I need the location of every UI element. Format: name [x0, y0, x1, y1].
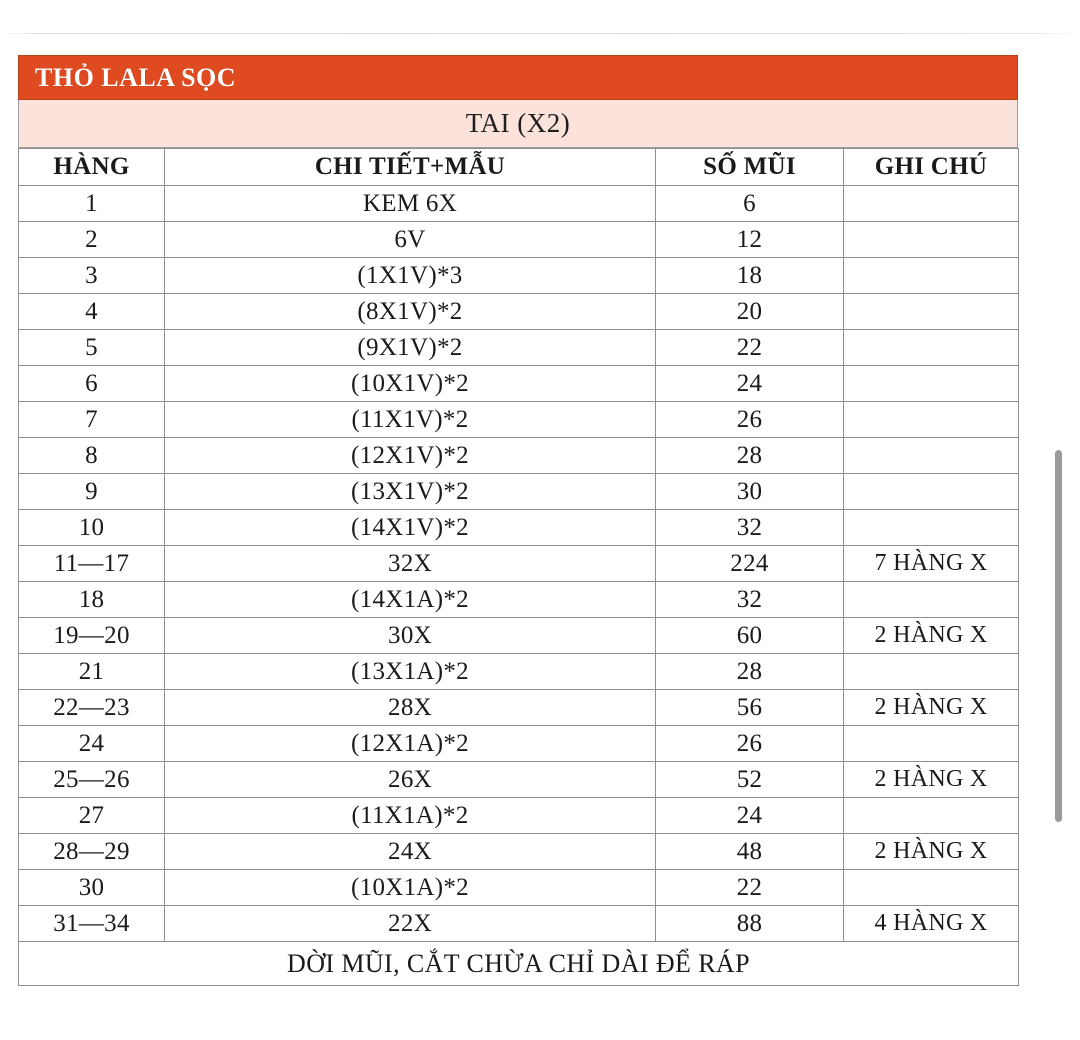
cell-chitiet: (14X1V)*2: [165, 510, 656, 546]
cell-hang: 22—23: [19, 690, 165, 726]
page-top-divider: [0, 33, 1080, 34]
table-row: [19, 366, 1019, 402]
table-row: [19, 762, 1019, 798]
cell-so-mui: 30: [656, 474, 844, 510]
cell-chitiet: (14X1A)*2: [165, 582, 656, 618]
cell-hang: 6: [19, 366, 165, 402]
table-row: [19, 258, 1019, 294]
cell-ghi-chu: [844, 726, 1019, 762]
cell-chitiet: (12X1A)*2: [165, 726, 656, 762]
table-row: [19, 690, 1019, 726]
cell-chitiet: (13X1A)*2: [165, 654, 656, 690]
cell-chitiet: KEM 6X: [165, 186, 656, 222]
sheet-section-band: [18, 100, 1018, 148]
cell-hang: 27: [19, 798, 165, 834]
cell-ghi-chu: [844, 798, 1019, 834]
cell-hang: 10: [19, 510, 165, 546]
table-row: [19, 870, 1019, 906]
cell-ghi-chu: [844, 510, 1019, 546]
cell-hang: 2: [19, 222, 165, 258]
cell-chitiet: 30X: [165, 618, 656, 654]
cell-ghi-chu: [844, 438, 1019, 474]
cell-so-mui: 48: [656, 834, 844, 870]
cell-ghi-chu: 2 HÀNG X: [844, 618, 1019, 654]
cell-so-mui: 24: [656, 798, 844, 834]
cell-hang: 18: [19, 582, 165, 618]
cell-so-mui: 20: [656, 294, 844, 330]
cell-ghi-chu: [844, 330, 1019, 366]
table-row: [19, 546, 1019, 582]
table-row: [19, 654, 1019, 690]
cell-hang: 9: [19, 474, 165, 510]
cell-hang: 8: [19, 438, 165, 474]
cell-so-mui: 26: [656, 726, 844, 762]
pattern-sheet: [18, 55, 1018, 986]
cell-so-mui: 26: [656, 402, 844, 438]
cell-hang: 1: [19, 186, 165, 222]
cell-chitiet: (13X1V)*2: [165, 474, 656, 510]
table-header: [19, 149, 1019, 186]
cell-hang: 30: [19, 870, 165, 906]
table-row: [19, 402, 1019, 438]
vertical-scrollbar-thumb[interactable]: [1055, 450, 1062, 822]
column-header-chitiet-mau: CHI TIẾT+MẪU: [165, 149, 656, 186]
cell-ghi-chu: 2 HÀNG X: [844, 762, 1019, 798]
footer-note: DỜI MŨI, CẮT CHỪA CHỈ DÀI ĐỂ RÁP: [19, 942, 1019, 986]
table-body: [19, 186, 1019, 942]
cell-hang: 25—26: [19, 762, 165, 798]
cell-ghi-chu: 4 HÀNG X: [844, 906, 1019, 942]
table-row: [19, 798, 1019, 834]
column-header-ghi-chu: GHI CHÚ: [844, 149, 1019, 186]
cell-ghi-chu: 2 HÀNG X: [844, 690, 1019, 726]
cell-chitiet: (12X1V)*2: [165, 438, 656, 474]
cell-chitiet: 32X: [165, 546, 656, 582]
cell-so-mui: 22: [656, 330, 844, 366]
table-row: [19, 834, 1019, 870]
sheet-title: THỎ LALA SỌC: [35, 62, 237, 92]
cell-hang: 24: [19, 726, 165, 762]
cell-so-mui: 224: [656, 546, 844, 582]
table-row: [19, 186, 1019, 222]
cell-so-mui: 52: [656, 762, 844, 798]
cell-ghi-chu: 7 HÀNG X: [844, 546, 1019, 582]
table-row: [19, 618, 1019, 654]
cell-ghi-chu: [844, 294, 1019, 330]
cell-so-mui: 56: [656, 690, 844, 726]
cell-ghi-chu: [844, 582, 1019, 618]
cell-so-mui: 12: [656, 222, 844, 258]
cell-ghi-chu: [844, 654, 1019, 690]
cell-hang: 19—20: [19, 618, 165, 654]
column-header-hang: HÀNG: [19, 149, 165, 186]
cell-chitiet: 24X: [165, 834, 656, 870]
sheet-title-band: [18, 55, 1018, 100]
cell-ghi-chu: [844, 402, 1019, 438]
cell-ghi-chu: [844, 366, 1019, 402]
cell-hang: 28—29: [19, 834, 165, 870]
cell-hang: 21: [19, 654, 165, 690]
cell-so-mui: 6: [656, 186, 844, 222]
cell-so-mui: 88: [656, 906, 844, 942]
cell-chitiet: (9X1V)*2: [165, 330, 656, 366]
cell-hang: 11—17: [19, 546, 165, 582]
cell-chitiet: 22X: [165, 906, 656, 942]
cell-ghi-chu: [844, 474, 1019, 510]
cell-so-mui: 32: [656, 510, 844, 546]
cell-hang: 7: [19, 402, 165, 438]
cell-so-mui: 28: [656, 438, 844, 474]
cell-hang: 5: [19, 330, 165, 366]
vertical-scrollbar-track[interactable]: [1060, 55, 1072, 985]
cell-so-mui: 32: [656, 582, 844, 618]
cell-chitiet: (10X1V)*2: [165, 366, 656, 402]
table-row: [19, 726, 1019, 762]
cell-chitiet: 28X: [165, 690, 656, 726]
cell-so-mui: 28: [656, 654, 844, 690]
cell-ghi-chu: [844, 186, 1019, 222]
cell-so-mui: 60: [656, 618, 844, 654]
pattern-table: [18, 148, 1019, 986]
cell-ghi-chu: [844, 258, 1019, 294]
cell-chitiet: 26X: [165, 762, 656, 798]
table-row: [19, 906, 1019, 942]
cell-chitiet: (10X1A)*2: [165, 870, 656, 906]
cell-chitiet: (11X1V)*2: [165, 402, 656, 438]
cell-so-mui: 22: [656, 870, 844, 906]
column-header-so-mui: SỐ MŨI: [656, 149, 844, 186]
cell-hang: 31—34: [19, 906, 165, 942]
cell-ghi-chu: [844, 222, 1019, 258]
table-row: [19, 438, 1019, 474]
table-row: [19, 294, 1019, 330]
sheet-section-title: TAI (X2): [465, 108, 571, 138]
table-row: [19, 222, 1019, 258]
cell-ghi-chu: 2 HÀNG X: [844, 834, 1019, 870]
table-row: [19, 474, 1019, 510]
table-footer: [19, 942, 1019, 986]
cell-chitiet: 6V: [165, 222, 656, 258]
table-row: [19, 582, 1019, 618]
table-row: [19, 510, 1019, 546]
table-footer-row: [19, 942, 1019, 986]
table-header-row: [19, 149, 1019, 186]
cell-ghi-chu: [844, 870, 1019, 906]
cell-hang: 4: [19, 294, 165, 330]
cell-chitiet: (8X1V)*2: [165, 294, 656, 330]
cell-hang: 3: [19, 258, 165, 294]
cell-so-mui: 24: [656, 366, 844, 402]
cell-so-mui: 18: [656, 258, 844, 294]
cell-chitiet: (1X1V)*3: [165, 258, 656, 294]
cell-chitiet: (11X1A)*2: [165, 798, 656, 834]
table-row: [19, 330, 1019, 366]
